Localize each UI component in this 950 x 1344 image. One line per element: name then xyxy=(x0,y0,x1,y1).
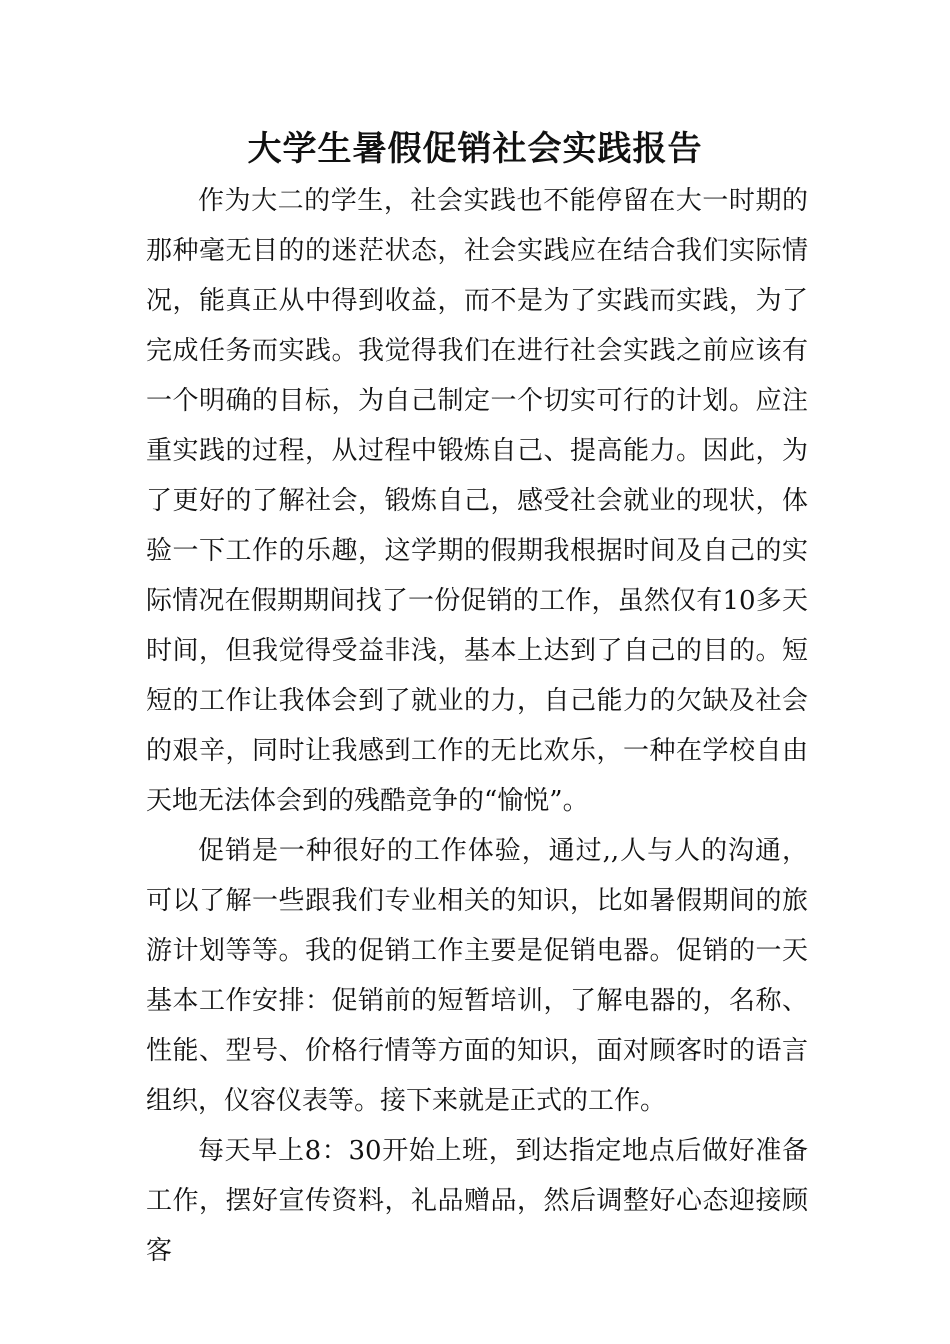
paragraph-1: 作为大二的学生，社会实践也不能停留在大一时期的那种毫无目的的迷茫状态，社会实践应在结合我们实际情况，能真正从中得到收益，而不是为了实践而实践，为了完成任务而实践。我觉得我们在进行社会实践之前应该有一个明确的目标，为自己制定一个切实可行的计划。应注重实践的过程，从过程中锻炼自己、提高能力。因此，为了更好的了解社会，锻炼自己，感受社会就业的现状，体验一下工作的乐趣，这学期的假期我根据时间及自己的实际情况在假期期间找了一份促销的工作，虽然仅有10多天时间，但我觉得受益非浅，基本上达到了自己的目的。短短的工作让我体会到了就业的力，自己能力的欠缺及社会的艰辛，同时让我感到工作的无比欢乐，一种在学校自由天地无法体会到的残酷竞争的“愉悦”。 xyxy=(146,186,808,816)
document-body xyxy=(146,176,808,1276)
paragraph-2: 促销是一种很好的工作体验，通过,,人与人的沟通，可以了解一些跟我们专业相关的知识，比如暑假期间的旅游计划等等。我的促销工作主要是促销电器。促销的一天基本工作安排：促销前的短暂培训，了解电器的，名称、性能、型号、价格行情等方面的知识，面对顾客时的语言组织，仪容仪表等。接下来就是正式的工作。 xyxy=(146,836,808,1116)
document-title: 大学生暑假促销社会实践报告 xyxy=(247,129,703,169)
paragraph-3: 每天早上8：30开始上班，到达指定地点后做好准备工作，摆好宣传资料，礼品赠品，然后调整好心态迎接顾客 xyxy=(146,1136,808,1266)
